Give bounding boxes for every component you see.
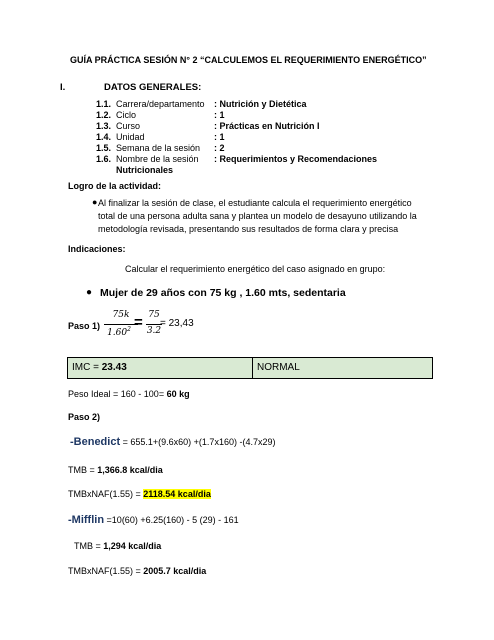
imc-status-cell — [253, 358, 432, 378]
general-row — [96, 132, 225, 142]
bullet-icon: ● — [92, 197, 98, 207]
section-label: DATOS GENERALES: — [104, 82, 202, 93]
tmbnaf-value: 2005.7 kcal/dia — [143, 566, 207, 576]
general-row-continuation: Nutricionales — [116, 165, 174, 175]
row-value: : 1 — [214, 110, 225, 120]
tmb-label: TMB = — [74, 541, 104, 551]
row-number: 1.6. — [96, 154, 112, 164]
general-row — [96, 154, 377, 164]
row-key: Unidad — [116, 132, 145, 142]
row-value: : 1 — [214, 132, 225, 142]
peso-ideal — [68, 389, 190, 399]
indicaciones-text: Calcular el requerimiento energético del caso asignado en grupo: — [125, 264, 386, 274]
benedict-line — [70, 436, 275, 448]
tmbnaf-mifflin — [68, 566, 206, 576]
logro-heading: Logro de la actividad: — [68, 181, 162, 191]
row-value: : 2 — [214, 143, 225, 153]
row-value: : Nutrición y Dietética — [214, 99, 307, 109]
general-row — [96, 143, 225, 153]
tmbnaf-label: TMBxNAF(1.55) = — [68, 489, 144, 499]
case-description: Mujer de 29 años con 75 kg , 1.60 mts, sedentaria — [100, 287, 346, 299]
fraction2-denominator: 3.2 — [146, 326, 162, 336]
section-number: I. — [60, 82, 66, 93]
fraction1-denominator — [104, 326, 134, 338]
row-key: Semana de la sesión — [116, 143, 201, 153]
imc-status: NORMAL — [257, 362, 300, 373]
indicaciones-heading: Indicaciones: — [68, 244, 126, 254]
imc-label: IMC = — [72, 362, 102, 373]
tmbnaf-label: TMBxNAF(1.55) = — [68, 566, 144, 576]
imc-cell — [68, 358, 253, 378]
row-number: 1.4. — [96, 132, 112, 142]
imc-value: 23.43 — [101, 362, 127, 373]
general-row — [96, 110, 225, 120]
peso-ideal-value: 60 kg — [166, 389, 190, 399]
row-number: 1.3. — [96, 121, 112, 131]
tmb-benedict — [68, 465, 163, 475]
mifflin-formula: =10(60) +6.25(160) - 5 (29) - 161 — [104, 515, 239, 525]
tmb-value: 1,366.8 kcal/dia — [97, 465, 163, 475]
tmbnaf-value: 2118.54 kcal/dia — [143, 489, 211, 499]
tmb-mifflin — [74, 541, 161, 551]
fraction1-numerator: 75k — [112, 310, 130, 320]
fraction1-denominator-base: 1.60 — [107, 328, 128, 338]
bullet-icon: ● — [86, 287, 93, 298]
row-number: 1.5. — [96, 143, 112, 153]
imc-table — [67, 357, 433, 379]
benedict-formula: = 655.1+(9.6x60) +(1.7x160) -(4.7x29) — [120, 437, 276, 447]
mifflin-line — [68, 514, 239, 526]
equals-sign: = — [134, 314, 143, 331]
section-heading — [60, 82, 201, 93]
logro-text: Al finalizar la sesión de clase, el estudiante calcula el requerimiento energético total de una persona adulta sana y plantea un modelo de desayuno utilizando la metodología revisada, presentando sus resultados de forma clara y precisa — [98, 198, 417, 234]
general-row — [96, 99, 307, 109]
fraction1-exponent: 2 — [127, 326, 131, 333]
row-value: : Prácticas en Nutrición I — [214, 121, 320, 131]
fraction1-bar — [104, 324, 138, 325]
peso-ideal-formula: Peso Ideal = 160 - 100= — [68, 389, 167, 399]
row-key: Ciclo — [116, 110, 137, 120]
general-row — [96, 121, 320, 131]
tmb-label: TMB = — [68, 465, 98, 475]
row-number: 1.1. — [96, 99, 112, 109]
paso2-label: Paso 2) — [68, 412, 101, 422]
row-key: Carrera/departamento — [116, 99, 205, 109]
mifflin-name: -Mifflin — [68, 514, 105, 526]
row-value: : Requerimientos y Recomendaciones — [214, 154, 378, 164]
paso1-label: Paso 1) — [68, 321, 101, 331]
row-key: Curso — [116, 121, 141, 131]
fraction2-numerator: 75 — [148, 310, 160, 320]
page-title: GUÍA PRÁCTICA SESIÓN N° 2 “CALCULEMOS EL REQUERIMIENTO ENERGÉTICO” — [70, 55, 427, 65]
benedict-name: -Benedict — [70, 436, 121, 448]
tmb-value: 1,294 kcal/dia — [103, 541, 162, 551]
tmbnaf-benedict — [68, 489, 211, 499]
row-key: Nombre de la sesión — [116, 154, 199, 164]
paso1-result: = 23,43 — [160, 318, 194, 329]
row-number: 1.2. — [96, 110, 112, 120]
